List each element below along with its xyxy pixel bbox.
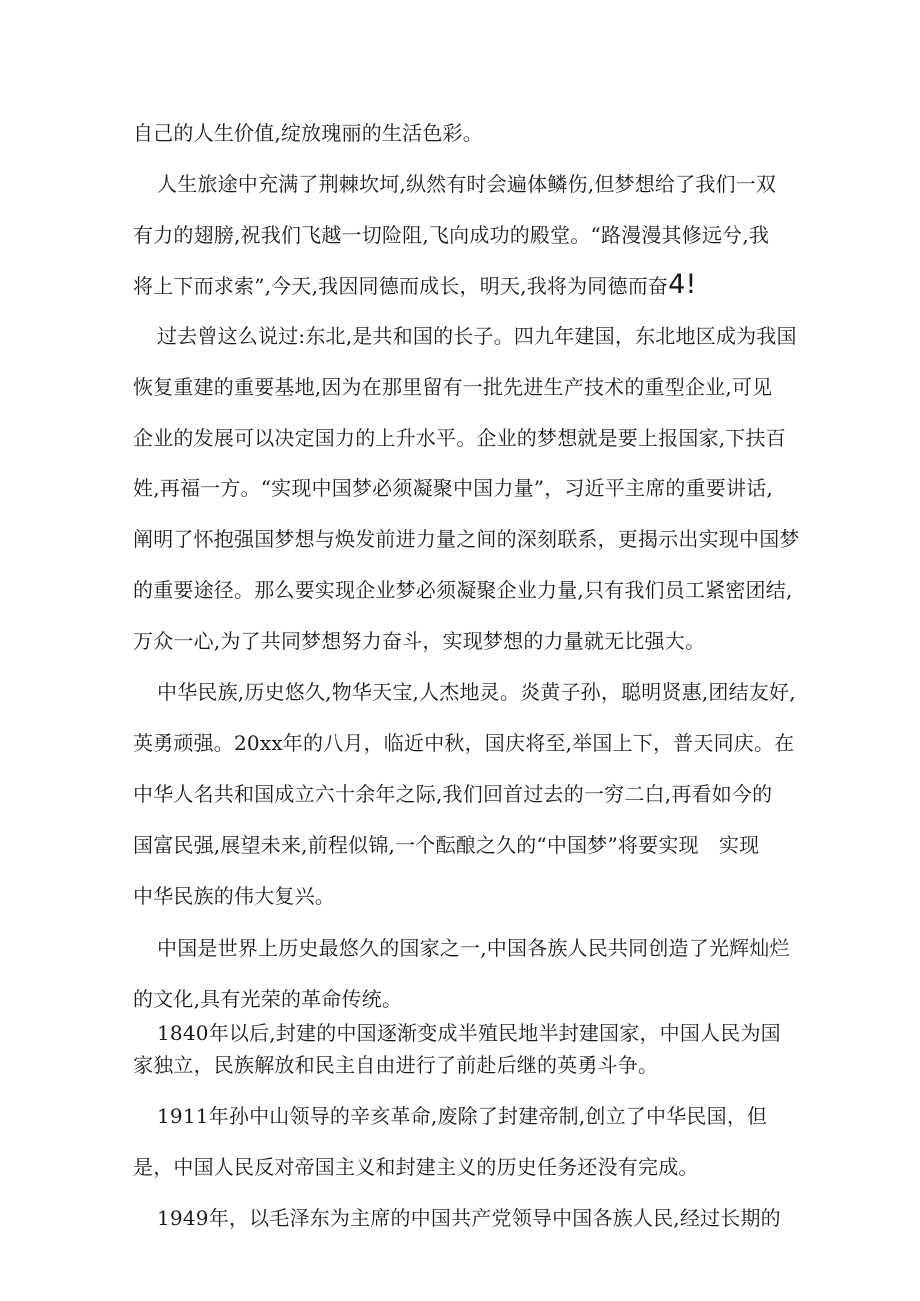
- text-line: 1911年孙中山领导的辛亥革命,废除了封建帝制,创立了中华民国，但: [157, 1104, 768, 1128]
- text-fragment: 将上下而求索”,今天,我因同德而成长，明天,我将为同德而奋: [133, 274, 669, 298]
- text-line: 自己的人生价值,绽放瑰丽的生活色彩。: [133, 121, 483, 145]
- text-line: 中华人名共和国成立六十余年之际,我们回首过去的一穷二白,再看如今的: [133, 782, 773, 806]
- text-line: 中华民族的伟大复兴。: [133, 884, 335, 908]
- text-line: 的重要途径。那么要实现企业梦必须凝聚企业力量,只有我们员工紧密团结,: [133, 578, 793, 602]
- text-line: 1840年以后,封建的中国逐渐变成半殖民地半封建国家，中国人民为国: [157, 1021, 781, 1045]
- text-line: 中国是世界上历史最悠久的国家之一,中国各族人民共同创造了光辉灿烂: [157, 936, 790, 960]
- text-fragment: 4!: [668, 269, 697, 300]
- text-line: 过去曾这么说过:东北,是共和国的长子。四九年建国，东北地区成为我国: [157, 324, 797, 348]
- text-line: 英勇顽强。20xx年的八月，临近中秋，国庆将至,举国上下，普天同庆。在: [133, 731, 795, 755]
- text-line: 1949年，以毛泽东为主席的中国共产党领导中国各族人民,经过长期的: [157, 1206, 781, 1230]
- text-line: 中华民族,历史悠久,物华天宝,人杰地灵。炎黄子孙，聪明贤惠,团结友好,: [157, 680, 796, 704]
- text-line: 企业的发展可以决定国力的上升水平。企业的梦想就是要上报国家,下扶百: [133, 426, 786, 450]
- text-line: 阐明了怀抱强国梦想与焕发前进力量之间的深刻联系，更揭示出实现中国梦: [133, 527, 800, 551]
- text-line: 是，中国人民反对帝国主义和封建主义的历史任务还没有完成。: [133, 1155, 699, 1179]
- text-line: 恢复重建的重要基地,因为在那里留有一批先进生产技术的重型企业,可见: [133, 375, 773, 399]
- text-line: 的文化,具有光荣的革命传统。: [133, 987, 403, 1011]
- text-line: 人生旅途中充满了荆棘坎坷,纵然有时会遍体鳞伤,但梦想给了我们一双: [157, 172, 777, 196]
- text-line: 有力的翅膀,祝我们飞越一切险阻,飞向成功的殿堂。“路漫漫其修远兮,我: [133, 223, 770, 247]
- text-line: 万众一心,为了共同梦想努力奋斗，实现梦想的力量就无比强大。: [133, 629, 706, 653]
- text-line: 国富民强,展望未来,前程似锦,一个酝酿之久的“中国梦”将要实现 实现: [133, 833, 760, 857]
- text-line: 姓,再福一方。“实现中国梦必须凝聚中国力量”，习近平主席的重要讲话,: [133, 476, 773, 500]
- text-line: [133, 269, 697, 300]
- text-line: 家独立，民族解放和民主自由进行了前赴后继的英勇斗争。: [133, 1053, 659, 1077]
